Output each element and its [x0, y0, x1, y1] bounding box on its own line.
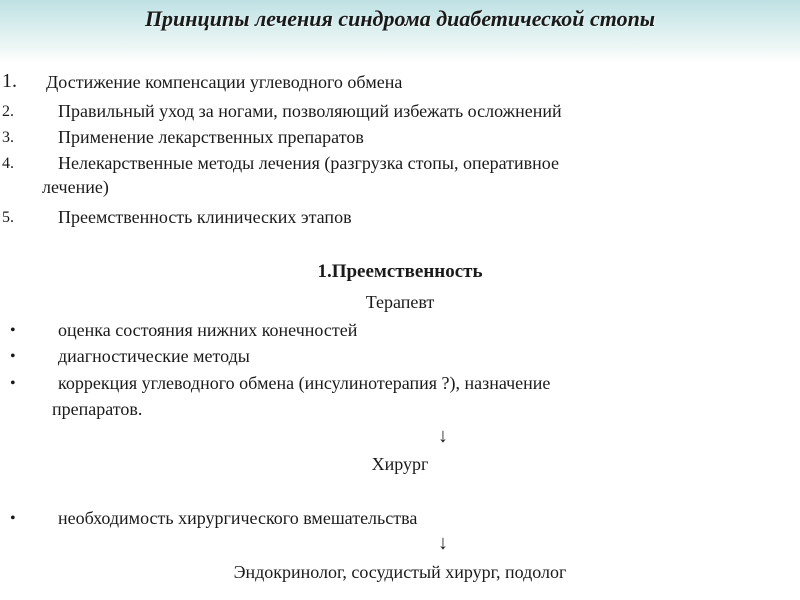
bullet-item-text: оценка состояния нижних конечностей [58, 320, 358, 340]
bullet-item [0, 507, 800, 531]
bullet-item-text: необходимость хирургического вмешательства [58, 508, 418, 528]
list-item [0, 70, 800, 94]
bullet-icon: • [10, 375, 16, 392]
role-surgeon: Хирург [371, 454, 429, 474]
bullet-item [0, 319, 800, 343]
list-item-number: 5. [2, 209, 14, 226]
list-item-number: 4. [2, 155, 14, 172]
list-item [0, 126, 800, 150]
list-item [0, 152, 800, 200]
list-item-text: Нелекарственные методы лечения (разгрузка стопы, оперативное [58, 153, 560, 173]
bullet-icon: • [10, 348, 16, 365]
list-item [0, 206, 800, 230]
specialists-text: Эндокринолог, сосудистый хирург, подолог [233, 562, 567, 582]
down-arrow-icon: ↓ [438, 425, 448, 447]
down-arrow-icon: ↓ [438, 532, 448, 554]
list-item [0, 100, 800, 124]
bullet-item-text: коррекция углеводного обмена (инсулинотерапия ?), назначение [58, 373, 551, 393]
slide-title: Принципы лечения синдрома диабетической стопы [144, 6, 656, 31]
section-heading: 1.Преемственность [317, 261, 483, 282]
list-item-number: 3. [2, 129, 14, 146]
bullet-item-text: диагностические методы [58, 346, 250, 366]
list-item-number: 2. [2, 103, 14, 120]
list-item-number: 1. [2, 70, 17, 92]
bullet-icon: • [10, 510, 16, 527]
list-item-text: Достижение компенсации углеводного обмена [46, 72, 403, 92]
list-item-text-continued: лечение) [42, 177, 109, 197]
bullet-item [0, 372, 800, 420]
list-item-text: Преемственность клинических этапов [58, 207, 352, 227]
list-item-text: Применение лекарственных препаратов [58, 127, 364, 147]
bullet-item [0, 345, 800, 369]
bullet-item-text-continued: препаратов. [52, 399, 143, 419]
role-therapist: Терапевт [365, 292, 435, 312]
bullet-icon: • [10, 322, 16, 339]
list-item-text: Правильный уход за ногами, позволяющий избежать осложнений [58, 101, 562, 121]
